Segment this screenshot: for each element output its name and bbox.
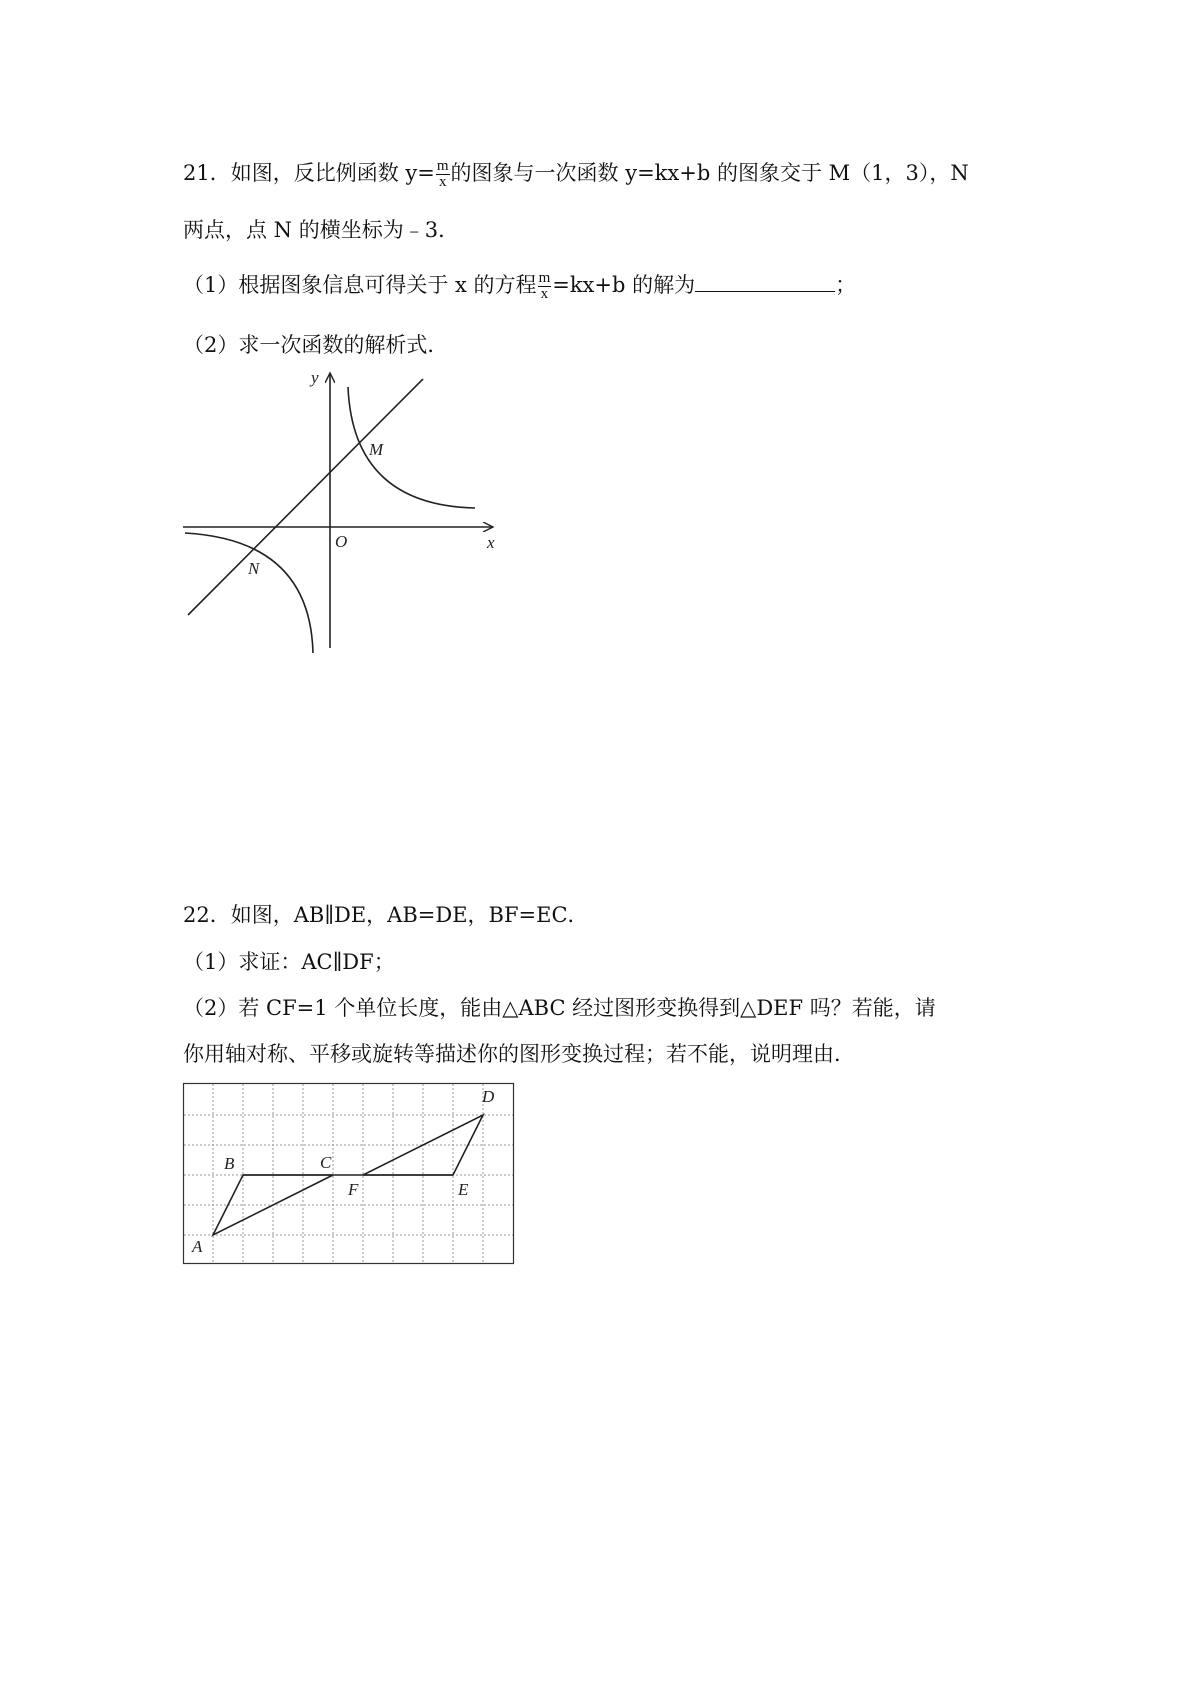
q21-line-1 [183,158,969,190]
label-o: O [335,532,348,551]
label-e: E [458,1180,469,1199]
label-x: x [487,533,495,552]
q22-line-2: （1）求证：AC∥DF； [183,950,395,974]
q21-function-graph [175,365,515,655]
fraction-denominator: x [438,174,447,190]
fraction-denominator: x [540,286,549,302]
linear-function-line [188,379,423,615]
label-f: F [348,1180,359,1199]
hyperbola-branch-1 [348,387,475,508]
label-a: A [192,1237,203,1256]
label-c: C [320,1153,332,1172]
q22-line-1: 22．如图，AB∥DE，AB=DE，BF=EC． [183,903,589,927]
q22-line-4: 你用轴对称、平移或旋转等描述你的图形变换过程；若不能，说明理由． [183,1042,855,1066]
q22-grid-figure [180,1080,520,1270]
label-d: D [482,1087,495,1106]
q21-text-3c: ； [835,273,857,297]
label-n: N [248,559,260,578]
q21-text-3a: （1）根据图象信息可得关于 x 的方程 [183,273,537,297]
answer-blank [695,273,835,292]
q21-text-3b: =kx+b 的解为 [552,273,696,297]
q21-line-2: 两点，点 N 的横坐标为﹣3． [183,218,460,242]
q21-line-3 [183,270,856,302]
q21-text-1b: 的图象与一次函数 y=kx+b 的图象交于 M（1，3），N [450,161,969,185]
hyperbola-branch-2 [185,533,313,653]
q21-fraction-2 [538,271,552,302]
q21-line-4: （2）求一次函数的解析式． [183,333,449,357]
label-b: B [224,1154,235,1173]
q21-text-1a: 21．如图，反比例函数 y= [183,161,435,185]
q21-fraction-1 [436,159,450,190]
label-y: y [311,368,319,387]
fraction-numerator: m [436,158,449,174]
fraction-numerator: m [538,270,551,286]
q22-line-3: （2）若 CF=1 个单位长度，能由△ABC 经过图形变换得到△DEF 吗？若能，请 [183,996,936,1020]
grid [184,1084,513,1263]
label-m: M [369,440,384,459]
grid-border [184,1084,514,1264]
